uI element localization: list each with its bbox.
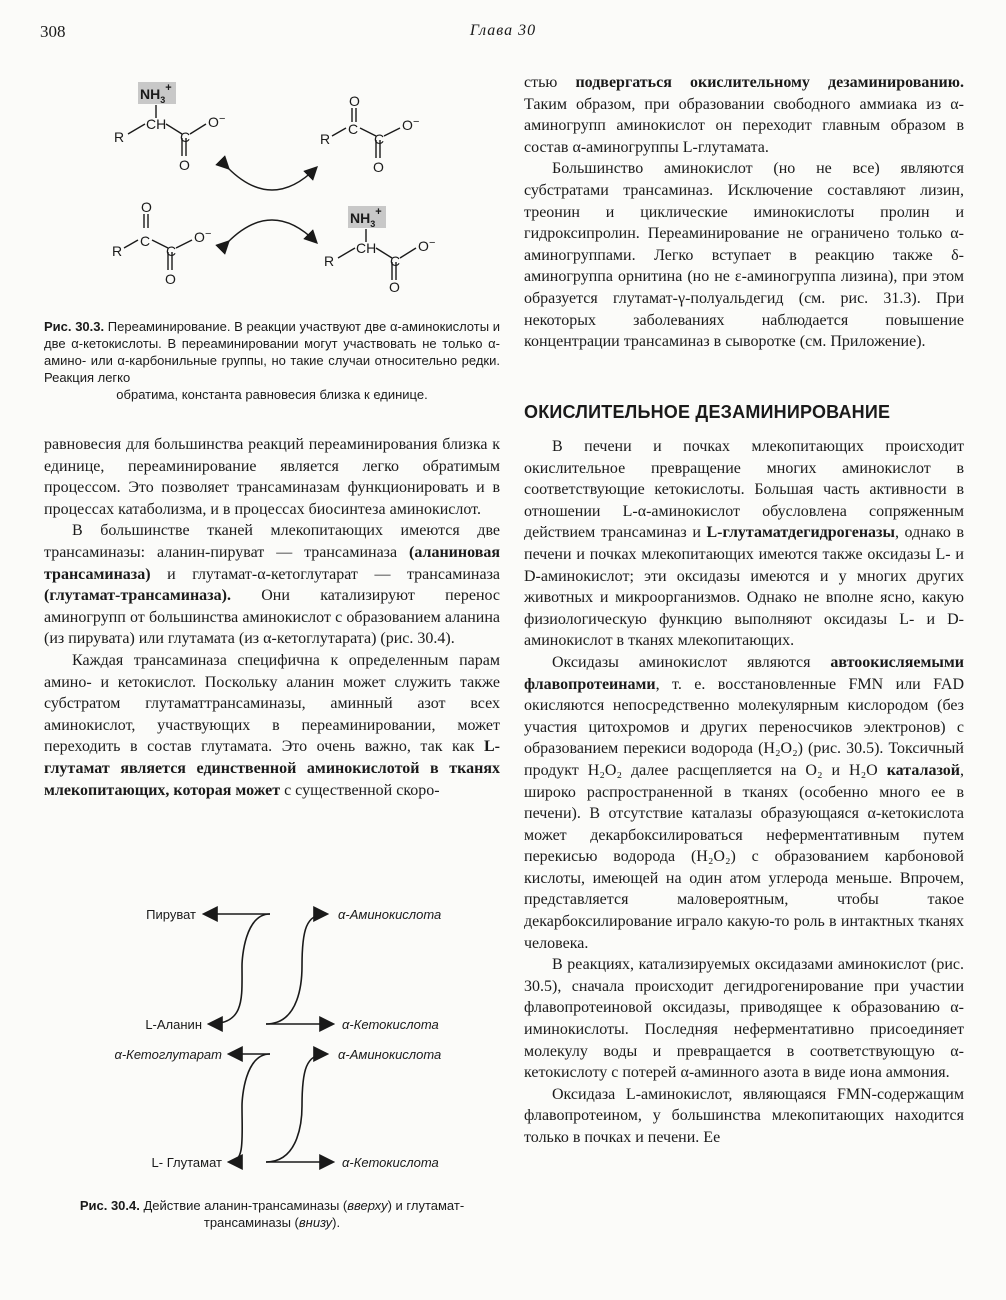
right-column-text-top — [524, 72, 964, 353]
svg-text:R: R — [112, 243, 123, 259]
svg-text:O: O — [402, 117, 413, 133]
arrow-amino-right-2 — [266, 1054, 326, 1162]
svg-text:C: C — [374, 131, 385, 147]
svg-text:CH: CH — [146, 116, 167, 132]
arrow-upper — [228, 168, 316, 190]
svg-text:O: O — [389, 279, 400, 292]
svg-text:R: R — [324, 253, 335, 269]
figure-30-4-diagram — [70, 900, 470, 1185]
label-l-alanine: L-Аланин — [145, 1017, 202, 1032]
paragraph-left-2: В большинстве тканей млекопитающих имеются две трансаминазы: аланин-пируват — трансаминаза (аланиновая трансаминаза) и глутамат-α-кетоглутарат — трансаминаза (глутамат-трансаминаза). Они катализируют перенос аминогрупп от большинства аминокислот с образованием аланина (из пирувата) или глутамата (из α-кетоглутарата) (рис. 30.4). — [44, 522, 501, 648]
svg-text:C: C — [180, 129, 191, 145]
svg-text:O: O — [194, 229, 205, 245]
svg-text:O: O — [141, 199, 152, 215]
paragraph-right-2: В печени и почках млекопитающих происходит окислительное превращение многих аминокислот в соответствующие кетокислоты. Большая часть активности в отношении L-α-аминокислот обусловлена сопряженным действием трансаминаз и L-глутаматдегидрогеназы, однако в печени и почках млекопитающих имеются также оксидазы L- и D-аминокислот; эти оксидазы имеются и у многих других животных и микроорганизмов. Однако не вполне ясно, какую физиологическую функцию выполняют оксидазы L- и D-аминокислот в тканях млекопитающих. — [524, 438, 964, 650]
label-ketoglutarate: α-Кетоглутарат — [114, 1047, 222, 1062]
paragraph-right-4: В реакциях, катализируемых оксидазами аминокислот (рис. 30.5), сначала происходит дегидрогенирование при участии флавопротеиновой оксидазы, приводящее к образованию α-иминокислоты. Последняя неферментативно присоединяет молекулу воды и превращается в соответствующую α-кетокислоту с потерей α-аминного азота в виде иона аммония. — [524, 956, 964, 1082]
arrow-alanine-left — [210, 914, 270, 1024]
arrow-glutamate-left — [230, 1054, 270, 1162]
page-header — [0, 22, 1006, 46]
svg-text:C: C — [348, 121, 359, 137]
arrow-lower — [228, 220, 316, 242]
paragraph-right-1: Большинство аминокислот (но не все) являются субстратами трансаминаз. Исключение составляют лизин, треонин и циклические иминокислоты пролин и гидроксипролин. Переаминирование не ограничено только α-аминогруппами. Легко вступает в реакцию также δ-аминогруппа орнитина (но не ε-аминогруппа лизина), при этом образуется глутамат-γ-полуальдегид (см. рис. 31.3). При некоторых заболеваниях наблюдается повышение концентрации трансаминаз в сыворотке (см. Приложение). — [524, 160, 964, 351]
svg-text:−: − — [413, 116, 420, 128]
svg-text:NH3+: $NH_3^+$ — [140, 82, 172, 105]
figure-30-4-caption: Рис. 30.4. Действие аланин-трансаминазы (вверху) и глутамат-трансаминазы (внизу). — [79, 1198, 465, 1230]
svg-text:R: R — [320, 131, 331, 147]
figure-30-3-caption: Рис. 30.3. Переаминирование. В реакции участвуют две α-аминокислоты и две α-кетокислоты. В переаминировании могут участвовать не только α-амино- или α-карбонильные группы, но такие случаи относительно редки. Реакция легко — [44, 319, 500, 385]
figure-30-3-caption-last: обратима, константа равновесия близка к единице. — [116, 387, 428, 402]
svg-text:O: O — [418, 238, 429, 254]
running-head: Глава 30 — [469, 22, 537, 39]
svg-text:O: O — [349, 93, 360, 109]
paragraph-right-3: Оксидазы аминокислот являются автоокисляемыми флавопротеинами, т. е. восстановленные FMN или FAD окисляются непосредственно молекулярным кислородом (без участия цитохромов и других переносчиков электронов) с образованием перекиси водорода (H₂O₂) (рис. 30.5). Токсичный продукт H₂O₂ далее расщепляется на O₂ и H₂O каталазой, широко распространенной в тканях (особенно много ее в печени). В отсутствие каталазы образующаяся α-кетокислота может декарбоксилироваться неферментативным путем перекисью водорода (H₂O₂) с образованием карбоновой кислоты, имеющей на один атом углерода меньше. Впрочем, представляется маловероятным, чтобы такое декарбоксилирование играло какую-то роль в интактных тканях человека. — [524, 653, 964, 952]
svg-text:CH: CH — [356, 240, 377, 256]
svg-text:O: O — [373, 159, 384, 175]
arrow-amino-right — [266, 914, 326, 1024]
paragraph-right-0: стью подвергаться окислительному дезаминированию. Таким образом, при образовании свободного аммиака из α-аминогрупп аминокислот он переходит главным образом в состав α-аминогруппы L-глутамата. — [524, 74, 965, 156]
svg-text:O: O — [179, 157, 190, 173]
section-heading: ОКИСЛИТЕЛЬНОЕ ДЕЗАМИНИРОВАНИЕ — [524, 402, 891, 422]
figure-30-3-diagram — [100, 72, 470, 292]
paragraph-left-1: равновесия для большинства реакций переаминирования близка к единице, переаминирование является легко обратимым процессом. Это позволяет трансаминазам функционировать и в процессах катаболизма, и в процессах биосинтеза аминокислот. — [44, 436, 500, 518]
svg-text:R: R — [114, 129, 125, 145]
svg-text:C: C — [390, 253, 401, 269]
svg-text:NH3+: $NH_3^+$ — [350, 206, 382, 229]
label-keto-acid-bottom: α-Кетокислота — [342, 1155, 439, 1170]
svg-text:C: C — [140, 233, 151, 249]
figure-30-3-label: Рис. 30.3. — [44, 319, 105, 334]
label-pyruvate: Пируват — [146, 907, 196, 922]
svg-text:O: O — [165, 271, 176, 287]
svg-text:−: − — [219, 113, 226, 125]
svg-text:−: − — [429, 237, 436, 249]
label-amino-acid-bottom: α-Аминокислота — [338, 1047, 442, 1062]
paragraph-right-5: Оксидаза L-аминокислот, являющаяся FMN-содержащим флавопротеином, у большинства млекопитающих находится только в почках и печени. Ее — [524, 1085, 964, 1146]
label-amino-acid-top: α-Аминокислота — [338, 907, 442, 922]
svg-text:−: − — [205, 228, 212, 240]
left-column-text — [44, 434, 500, 801]
right-column-text-bottom — [524, 436, 964, 1149]
svg-text:O: O — [208, 114, 219, 130]
paragraph-left-3: Каждая трансаминаза специфична к определенным парам амино- и кетокислот. Поскольку аланин может служить также субстратом глутаматтрансаминазы, аминный азот всех аминокислот, участвующих в переаминировании, может переходить в состав глутамата. Это очень важно, так как L-глутамат является единственной аминокислотой в тканях млекопитающих, которая может с существенной скоро- — [44, 651, 500, 799]
page-number: 308 — [40, 22, 66, 41]
label-keto-acid-top: α-Кетокислота — [342, 1017, 439, 1032]
svg-text:C: C — [166, 243, 177, 259]
label-l-glutamate: L- Глутамат — [151, 1155, 222, 1170]
